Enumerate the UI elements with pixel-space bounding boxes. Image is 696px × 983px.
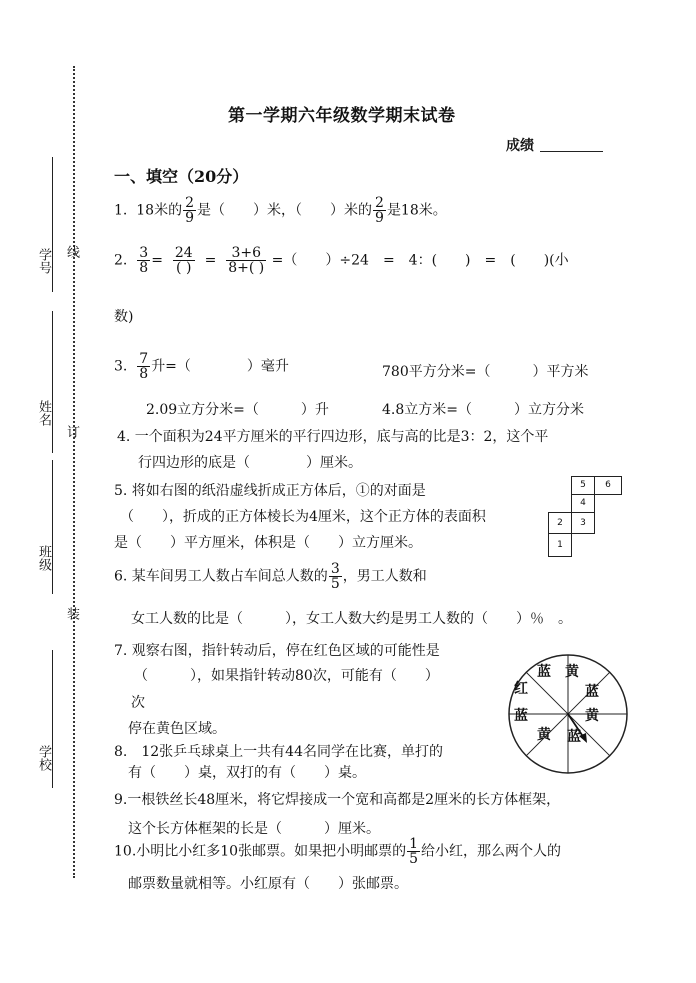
fraction: $\frac{1}{5}$ bbox=[409, 836, 418, 867]
spinner-label: 蓝 bbox=[514, 708, 528, 724]
section-title: 一、填空（20分） bbox=[114, 167, 249, 186]
question-4-line1: 4. 一个面积为24平方厘米的平行四边形，底与高的比是3：2，这个平 bbox=[117, 429, 549, 445]
fraction: $\frac{2}{9}$ bbox=[375, 195, 384, 226]
class-line bbox=[52, 460, 53, 594]
question-7-line4: 停在黄色区域。 bbox=[128, 721, 226, 737]
net-cell: 6 bbox=[594, 476, 622, 495]
binding-mark-xian: 线 bbox=[64, 245, 79, 258]
question-5-line2: （ ），折成的正方体棱长为4厘米，这个正方体的表面积 bbox=[120, 509, 486, 525]
question-1: 1. 18米的 $\frac{2}{9}$ 是（ ）米，（ ）米的 $\frac{2}{9}$ 是18米。 bbox=[114, 195, 447, 226]
name-label: 姓名 bbox=[36, 400, 51, 426]
score-label: 成绩 bbox=[506, 138, 534, 154]
question-7-line3: 次 bbox=[131, 695, 145, 711]
net-cell: 1 bbox=[548, 533, 572, 557]
fraction: $\frac{2}{9}$ bbox=[185, 195, 195, 226]
binding-dotted-line bbox=[73, 66, 75, 878]
fraction: $\frac{7}{8}$ bbox=[139, 351, 149, 382]
question-3-b: 780平方分米=（ ）平方米 bbox=[382, 364, 589, 380]
net-cell: 2 bbox=[548, 512, 572, 534]
question-10-line1: 10.小明比小红多10张邮票。如果把小明邮票的 $\frac{1}{5}$ 给小红，那么两个人的 bbox=[114, 836, 561, 867]
question-4-line2: 行四边形的底是（ ）厘米。 bbox=[138, 455, 362, 471]
class-label: 班级 bbox=[36, 545, 51, 571]
student-no-line bbox=[52, 157, 53, 292]
student-no-label: 学号 bbox=[36, 248, 51, 274]
binding-mark-ding: 订 bbox=[64, 425, 79, 438]
question-5-line3: 是（ ）平方厘米，体积是（ ）立方厘米。 bbox=[114, 535, 422, 551]
spinner-label: 红 bbox=[514, 681, 528, 697]
question-3: 3. $\frac{7}{8}$ 升=（ ）毫升 bbox=[114, 351, 289, 382]
question-9-line1: 9.一根铁丝长48厘米，将它焊接成一个宽和高都是2厘米的长方体框架， bbox=[114, 792, 561, 808]
question-10-line2: 邮票数量就相等。小红原有（ ）张邮票。 bbox=[128, 876, 408, 892]
fraction: $\frac{3}{8}$ bbox=[139, 245, 149, 276]
name-line bbox=[52, 311, 53, 453]
net-cell: 3 bbox=[571, 512, 595, 534]
question-7-line1: 7. 观察右图，指针转动后，停在红色区域的可能性是 bbox=[114, 643, 440, 659]
question-3-c: 2.09立方分米=（ ）升 bbox=[146, 402, 329, 418]
spinner-label: 蓝 bbox=[585, 684, 599, 700]
spinner-label: 黄 bbox=[585, 708, 599, 724]
fraction: $\frac{24}{( )}$ bbox=[174, 245, 193, 276]
question-3-d: 4.8立方米=（ ）立方分米 bbox=[382, 402, 584, 418]
fraction: $\frac{3+6}{8+( )}$ bbox=[228, 245, 265, 276]
question-9-line2: 这个长方体框架的长是（ ）厘米。 bbox=[128, 821, 380, 837]
question-5-line1: 5. 将如右图的纸沿虚线折成正方体后，①的对面是 bbox=[114, 483, 426, 499]
question-8-line2: 有（ ）桌，双打的有（ ）桌。 bbox=[128, 765, 366, 781]
question-2: 2. $\frac{3}{8}$ = $\frac{24}{( )}$ = $\frac{3+6}{8+( )}$ =（ ）÷24 = 4：( ) = ( )(小 bbox=[114, 245, 569, 276]
question-7-line2: （ ），如果指针转动80次，可能有（ ） bbox=[134, 668, 439, 684]
spinner-label: 蓝 bbox=[567, 729, 581, 745]
spinner-label: 黄 bbox=[537, 727, 551, 743]
net-cell: 4 bbox=[571, 494, 595, 513]
net-cell: 5 bbox=[571, 476, 595, 495]
question-6-line2: 女工人数的比是（ ），女工人数大约是男工人数的（ ）％ 。 bbox=[131, 611, 572, 627]
fraction: $\frac{3}{5}$ bbox=[330, 561, 340, 592]
question-6-line1: 6. 某车间男工人数占车间总人数的 $\frac{3}{5}$ ，男工人数和 bbox=[114, 561, 427, 592]
page-title: 第一学期六年级数学期末试卷 bbox=[228, 106, 456, 126]
question-2-wrap: 数) bbox=[114, 309, 134, 325]
school-line bbox=[52, 650, 53, 788]
spinner-label: 黄 bbox=[565, 664, 579, 680]
binding-mark-zhuang: 装 bbox=[64, 607, 79, 620]
school-label: 学校 bbox=[36, 745, 51, 771]
score-blank[interactable] bbox=[540, 151, 603, 152]
question-8-line1: 8. 12张乒乓球桌上一共有44名同学在比赛，单打的 bbox=[114, 744, 443, 760]
spinner-label: 蓝 bbox=[537, 664, 551, 680]
